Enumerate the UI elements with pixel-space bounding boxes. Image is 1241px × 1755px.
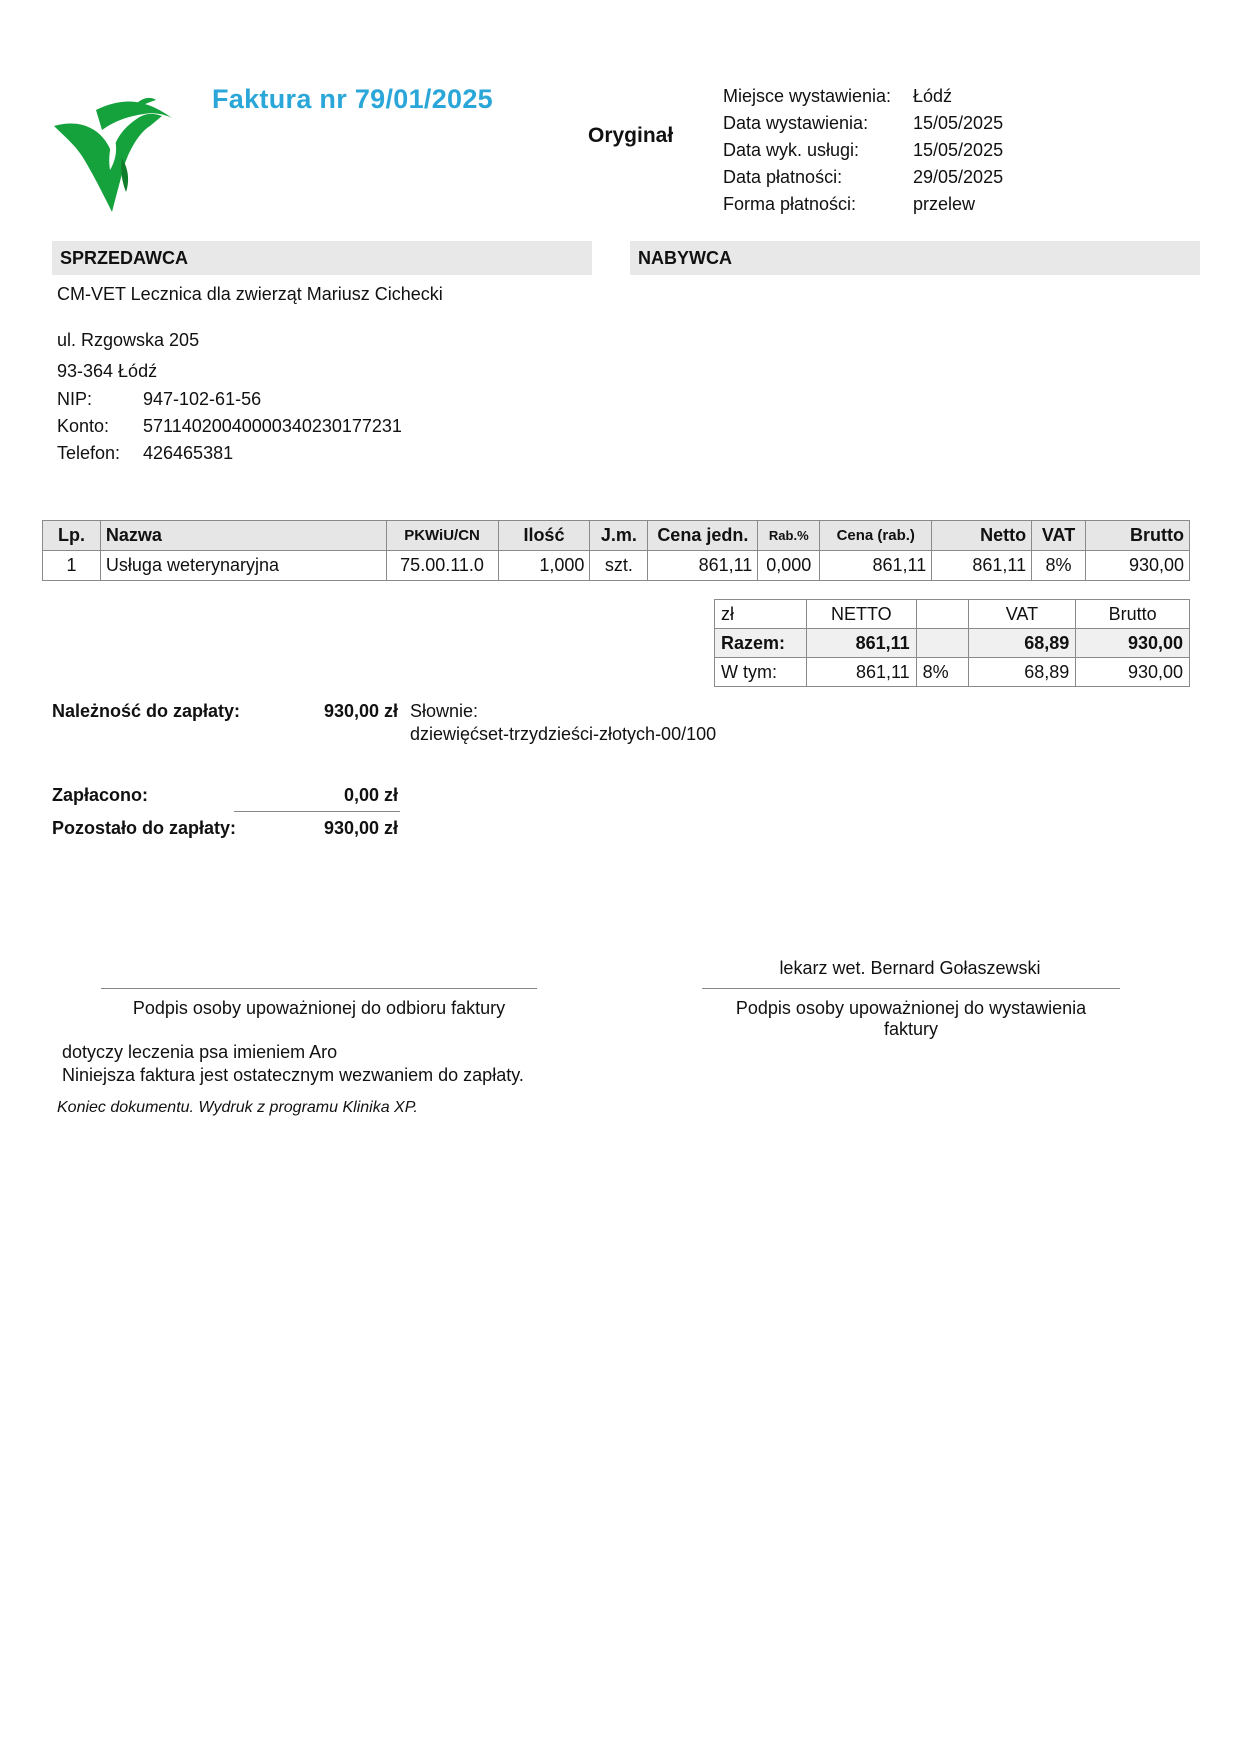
seller-phone: Telefon: 426465381 xyxy=(57,443,234,463)
summary-total-row xyxy=(715,629,1190,658)
cell-name: Usługa weterynaryjna xyxy=(100,551,386,581)
document-footer: Koniec dokumentu. Wydruk z programu Klinika XP. xyxy=(57,1099,418,1116)
issuer-signature-caption-2: faktury xyxy=(883,1019,939,1039)
cell-qty: 1,000 xyxy=(498,551,590,581)
clinic-logo-icon xyxy=(52,96,182,214)
summary-total-net: 861,11 xyxy=(806,629,916,658)
col-unit: J.m. xyxy=(590,521,648,551)
paid-label: Zapłacono: xyxy=(52,785,149,805)
seller-account: Konto: 57114020040000340230177231 xyxy=(57,416,402,436)
cell-vat: 8% xyxy=(1032,551,1086,581)
summary-breakdown-gross: 930,00 xyxy=(1076,658,1190,687)
amount-words-label: Słownie: xyxy=(410,701,479,721)
cell-unit: szt. xyxy=(590,551,648,581)
seller-header: SPRZEDAWCA xyxy=(52,241,592,275)
cell-unit-price: 861,11 xyxy=(648,551,758,581)
meta-payment-date: Data płatności: 29/05/2025 xyxy=(723,167,1004,187)
issuer-signature-caption-1: Podpis osoby upoważnionej do wystawienia xyxy=(735,998,1087,1018)
col-price-disc: Cena (rab.) xyxy=(820,521,932,551)
copy-label: Oryginał xyxy=(588,124,674,147)
vat-summary-table xyxy=(714,599,1190,687)
col-gross: Brutto xyxy=(1086,521,1190,551)
amount-words: dziewięćset-trzydzieści-złotych-00/100 xyxy=(410,724,717,744)
paid-value: 0,00 zł xyxy=(343,785,398,805)
amount-due-label: Należność do zapłaty: xyxy=(52,701,241,721)
note-line-2: Niniejsza faktura jest ostatecznym wezwaniem do zapłaty. xyxy=(62,1065,524,1085)
seller-name: CM-VET Lecznica dla zwierząt Mariusz Cichecki xyxy=(57,284,443,304)
items-header-row xyxy=(43,521,1190,551)
summary-breakdown-net: 861,11 xyxy=(806,658,916,687)
cell-gross: 930,00 xyxy=(1086,551,1190,581)
summary-total-gross: 930,00 xyxy=(1076,629,1190,658)
remaining-value: 930,00 zł xyxy=(323,818,398,838)
col-lp: Lp. xyxy=(43,521,101,551)
amount-due-value: 930,00 zł xyxy=(323,701,398,721)
table-row xyxy=(43,551,1190,581)
summary-col-vat: VAT xyxy=(968,600,1076,629)
buyer-details-redacted xyxy=(630,280,1200,420)
issuer-name: lekarz wet. Bernard Gołaszewski xyxy=(779,958,1041,978)
items-table xyxy=(42,520,1190,581)
seller-nip: NIP: 947-102-61-56 xyxy=(57,389,262,409)
summary-breakdown-row xyxy=(715,658,1190,687)
invoice-meta xyxy=(723,86,1003,221)
summary-breakdown-label: W tym: xyxy=(715,658,807,687)
buyer-header: NABYWCA xyxy=(630,241,1200,275)
seller-details xyxy=(57,280,443,466)
meta-service-date: Data wyk. usługi: 15/05/2025 xyxy=(723,140,1004,160)
cell-discount: 0,000 xyxy=(758,551,820,581)
note-line-1: dotyczy leczenia psa imieniem Aro xyxy=(62,1042,338,1062)
meta-place: Miejsce wystawienia: Łódź xyxy=(723,86,953,106)
col-unit-price: Cena jedn. xyxy=(648,521,758,551)
cell-net: 861,11 xyxy=(932,551,1032,581)
summary-currency: zł xyxy=(715,600,807,629)
col-pkwiu: PKWiU/CN xyxy=(386,521,498,551)
col-qty: Ilość xyxy=(498,521,590,551)
invoice-notes xyxy=(62,1041,524,1087)
cell-pkwiu: 75.00.11.0 xyxy=(386,551,498,581)
summary-col-gross: Brutto xyxy=(1076,600,1190,629)
receiver-signature-caption: Podpis osoby upoważnionej do odbioru faktury xyxy=(132,998,506,1018)
meta-issue-date: Data wystawienia: 15/05/2025 xyxy=(723,113,1004,133)
summary-col-net: NETTO xyxy=(806,600,916,629)
cell-price-disc: 861,11 xyxy=(820,551,932,581)
invoice-title: Faktura nr 79/01/2025 xyxy=(212,84,493,114)
seller-street: ul. Rzgowska 205 xyxy=(57,330,200,350)
cell-lp: 1 xyxy=(43,551,101,581)
issuer-signature-line xyxy=(702,988,1120,989)
paid-divider xyxy=(234,811,400,812)
col-net: Netto xyxy=(932,521,1032,551)
summary-total-vat: 68,89 xyxy=(968,629,1076,658)
col-vat: VAT xyxy=(1032,521,1086,551)
col-name: Nazwa xyxy=(100,521,386,551)
summary-breakdown-rate: 8% xyxy=(916,658,968,687)
summary-header-row xyxy=(715,600,1190,629)
col-discount: Rab.% xyxy=(758,521,820,551)
seller-city: 93-364 Łódź xyxy=(57,361,158,381)
remaining-label: Pozostało do zapłaty: xyxy=(52,818,237,838)
meta-payment-method: Forma płatności: przelew xyxy=(723,194,976,214)
summary-total-label: Razem: xyxy=(715,629,807,658)
receiver-signature-line xyxy=(101,988,537,989)
summary-breakdown-vat: 68,89 xyxy=(968,658,1076,687)
